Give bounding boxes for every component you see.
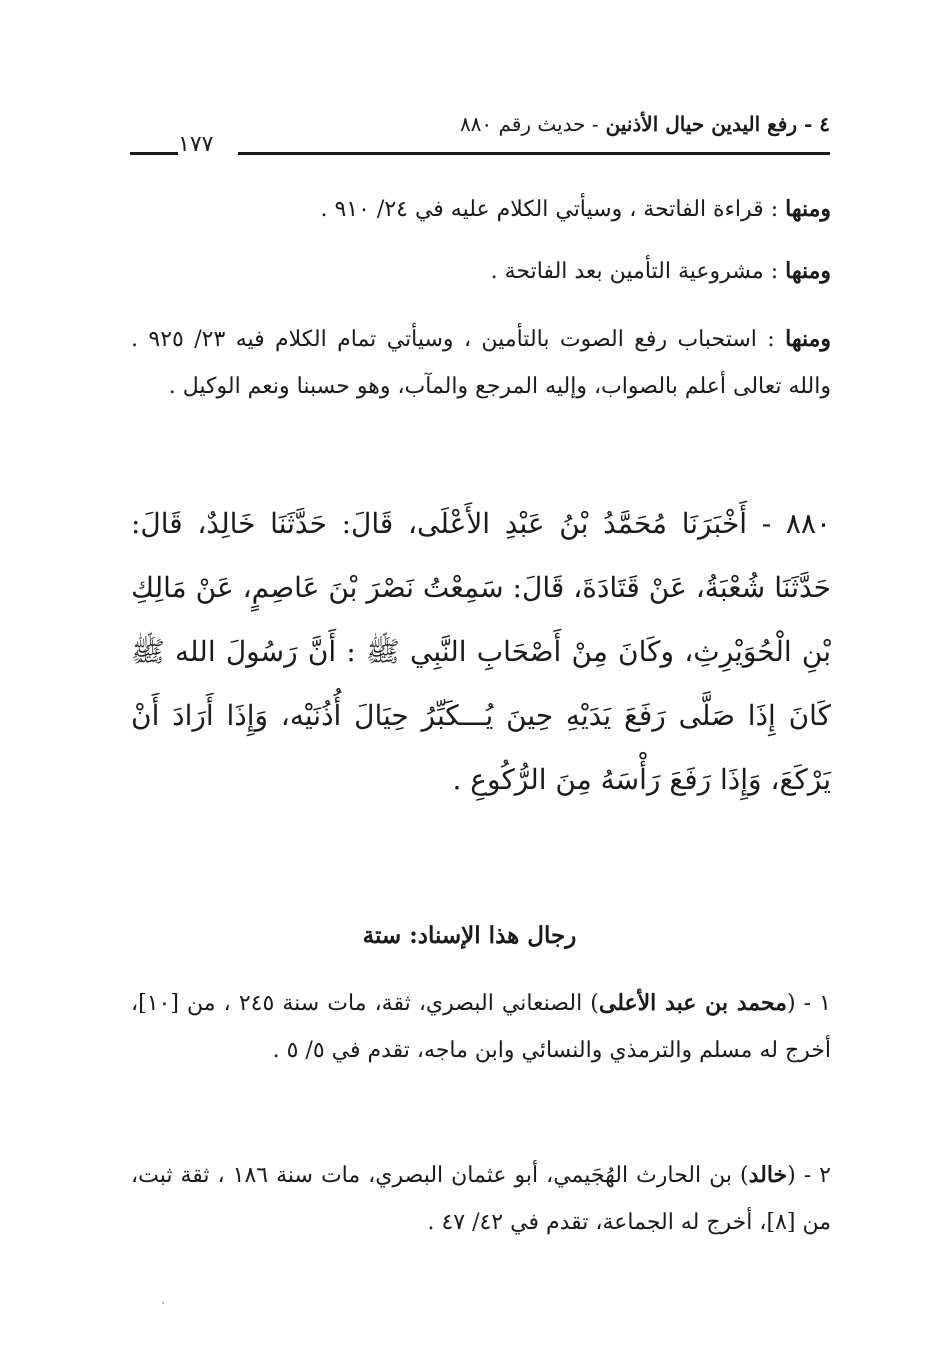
intro-paragraph-3 [131, 316, 831, 410]
paragraph-lead: ومنها [785, 326, 832, 352]
paragraph-lead: ومنها [785, 258, 831, 284]
narrator-prefix: ١ - ( [786, 991, 831, 1016]
intro-paragraph-1 [131, 186, 831, 233]
page-number: ١٧٧ [178, 132, 214, 157]
narrator-details: ) الصنعاني البصري، ثقة، مات سنة ٢٤٥ ، من [١٠]، أخرج له مسلم والترمذي والنسائي وابن ماجه، تقدم في ٥/ ٥ . [131, 991, 831, 1063]
chapter-title: ٤ - رفع اليدين حيال الأذنين [605, 112, 830, 136]
paragraph-lead: ومنها [785, 196, 831, 222]
paragraph-text: : قراءة الفاتحة ، وسيأتي الكلام عليه في ٢٤/ ٩١٠ . [320, 197, 779, 222]
narrator-prefix: ٢ - ( [787, 1163, 831, 1188]
section-heading: رجال هذا الإسناد: ستة [362, 922, 577, 949]
narrator-name: خالد [748, 1162, 788, 1188]
hadith-text: ٨٨٠ - أَخْبَرَنَا مُحَمَّدُ بْنُ عَبْدِ الأَعْلَى، قَالَ: حَدَّثَنَا خَالِدٌ، قَالَ: حَدَّثَنَا شُعْبَةُ، عَنْ قَتَادَةَ، قَالَ: سَمِعْتُ نَصْرَ بْنَ عَاصِمٍ، عَنْ مَالِكِ بْنِ الْحُوَيْرِثِ، وكَانَ مِنْ أَصْحَابِ النَّبِي ﷺ : أَنَّ رَسُولَ الله ﷺ كَانَ إِذَا صَلَّى رَفَعَ يَدَيْهِ حِينَ يُـــكَبِّرُ حِيَالَ أُذُنَيْه، وَإِذَا أَرَادَ أَنْ يَرْكَعَ، وَإِذَا رَفَعَ رَأْسَهُ مِنَ الرُّكُوعِ . [131, 507, 831, 796]
narrator-entry-1 [131, 980, 831, 1074]
narrator-name: محمد بن عبد الأعلى [598, 990, 787, 1016]
hadith-number-ref: - حديث رقم ٨٨٠ [459, 112, 599, 136]
scan-speck [162, 1302, 164, 1304]
paragraph-text: : مشروعية التأمين بعد الفاتحة . [490, 259, 779, 284]
paragraph-text: : استحباب رفع الصوت بالتأمين ، وسيأتي تمام الكلام فيه ٢٣/ ٩٢٥ . والله تعالى أعلم بالصواب، وإليه المرجع والمآب، وهو حسبنا ونعم الوكيل . [131, 327, 831, 399]
header-rule-short [130, 152, 178, 155]
narrator-details: ) بن الحارث الهُجَيمي، أبو عثمان البصري، مات سنة ١٨٦ ، ثقة ثبت، من [٨]، أخرج له الجماعة، تقدم في ٤٢/ ٤٧ . [131, 1163, 831, 1235]
narrator-entry-2 [131, 1152, 831, 1246]
running-title [460, 112, 830, 136]
header-rule [238, 152, 830, 155]
intro-paragraph-2 [131, 248, 831, 295]
